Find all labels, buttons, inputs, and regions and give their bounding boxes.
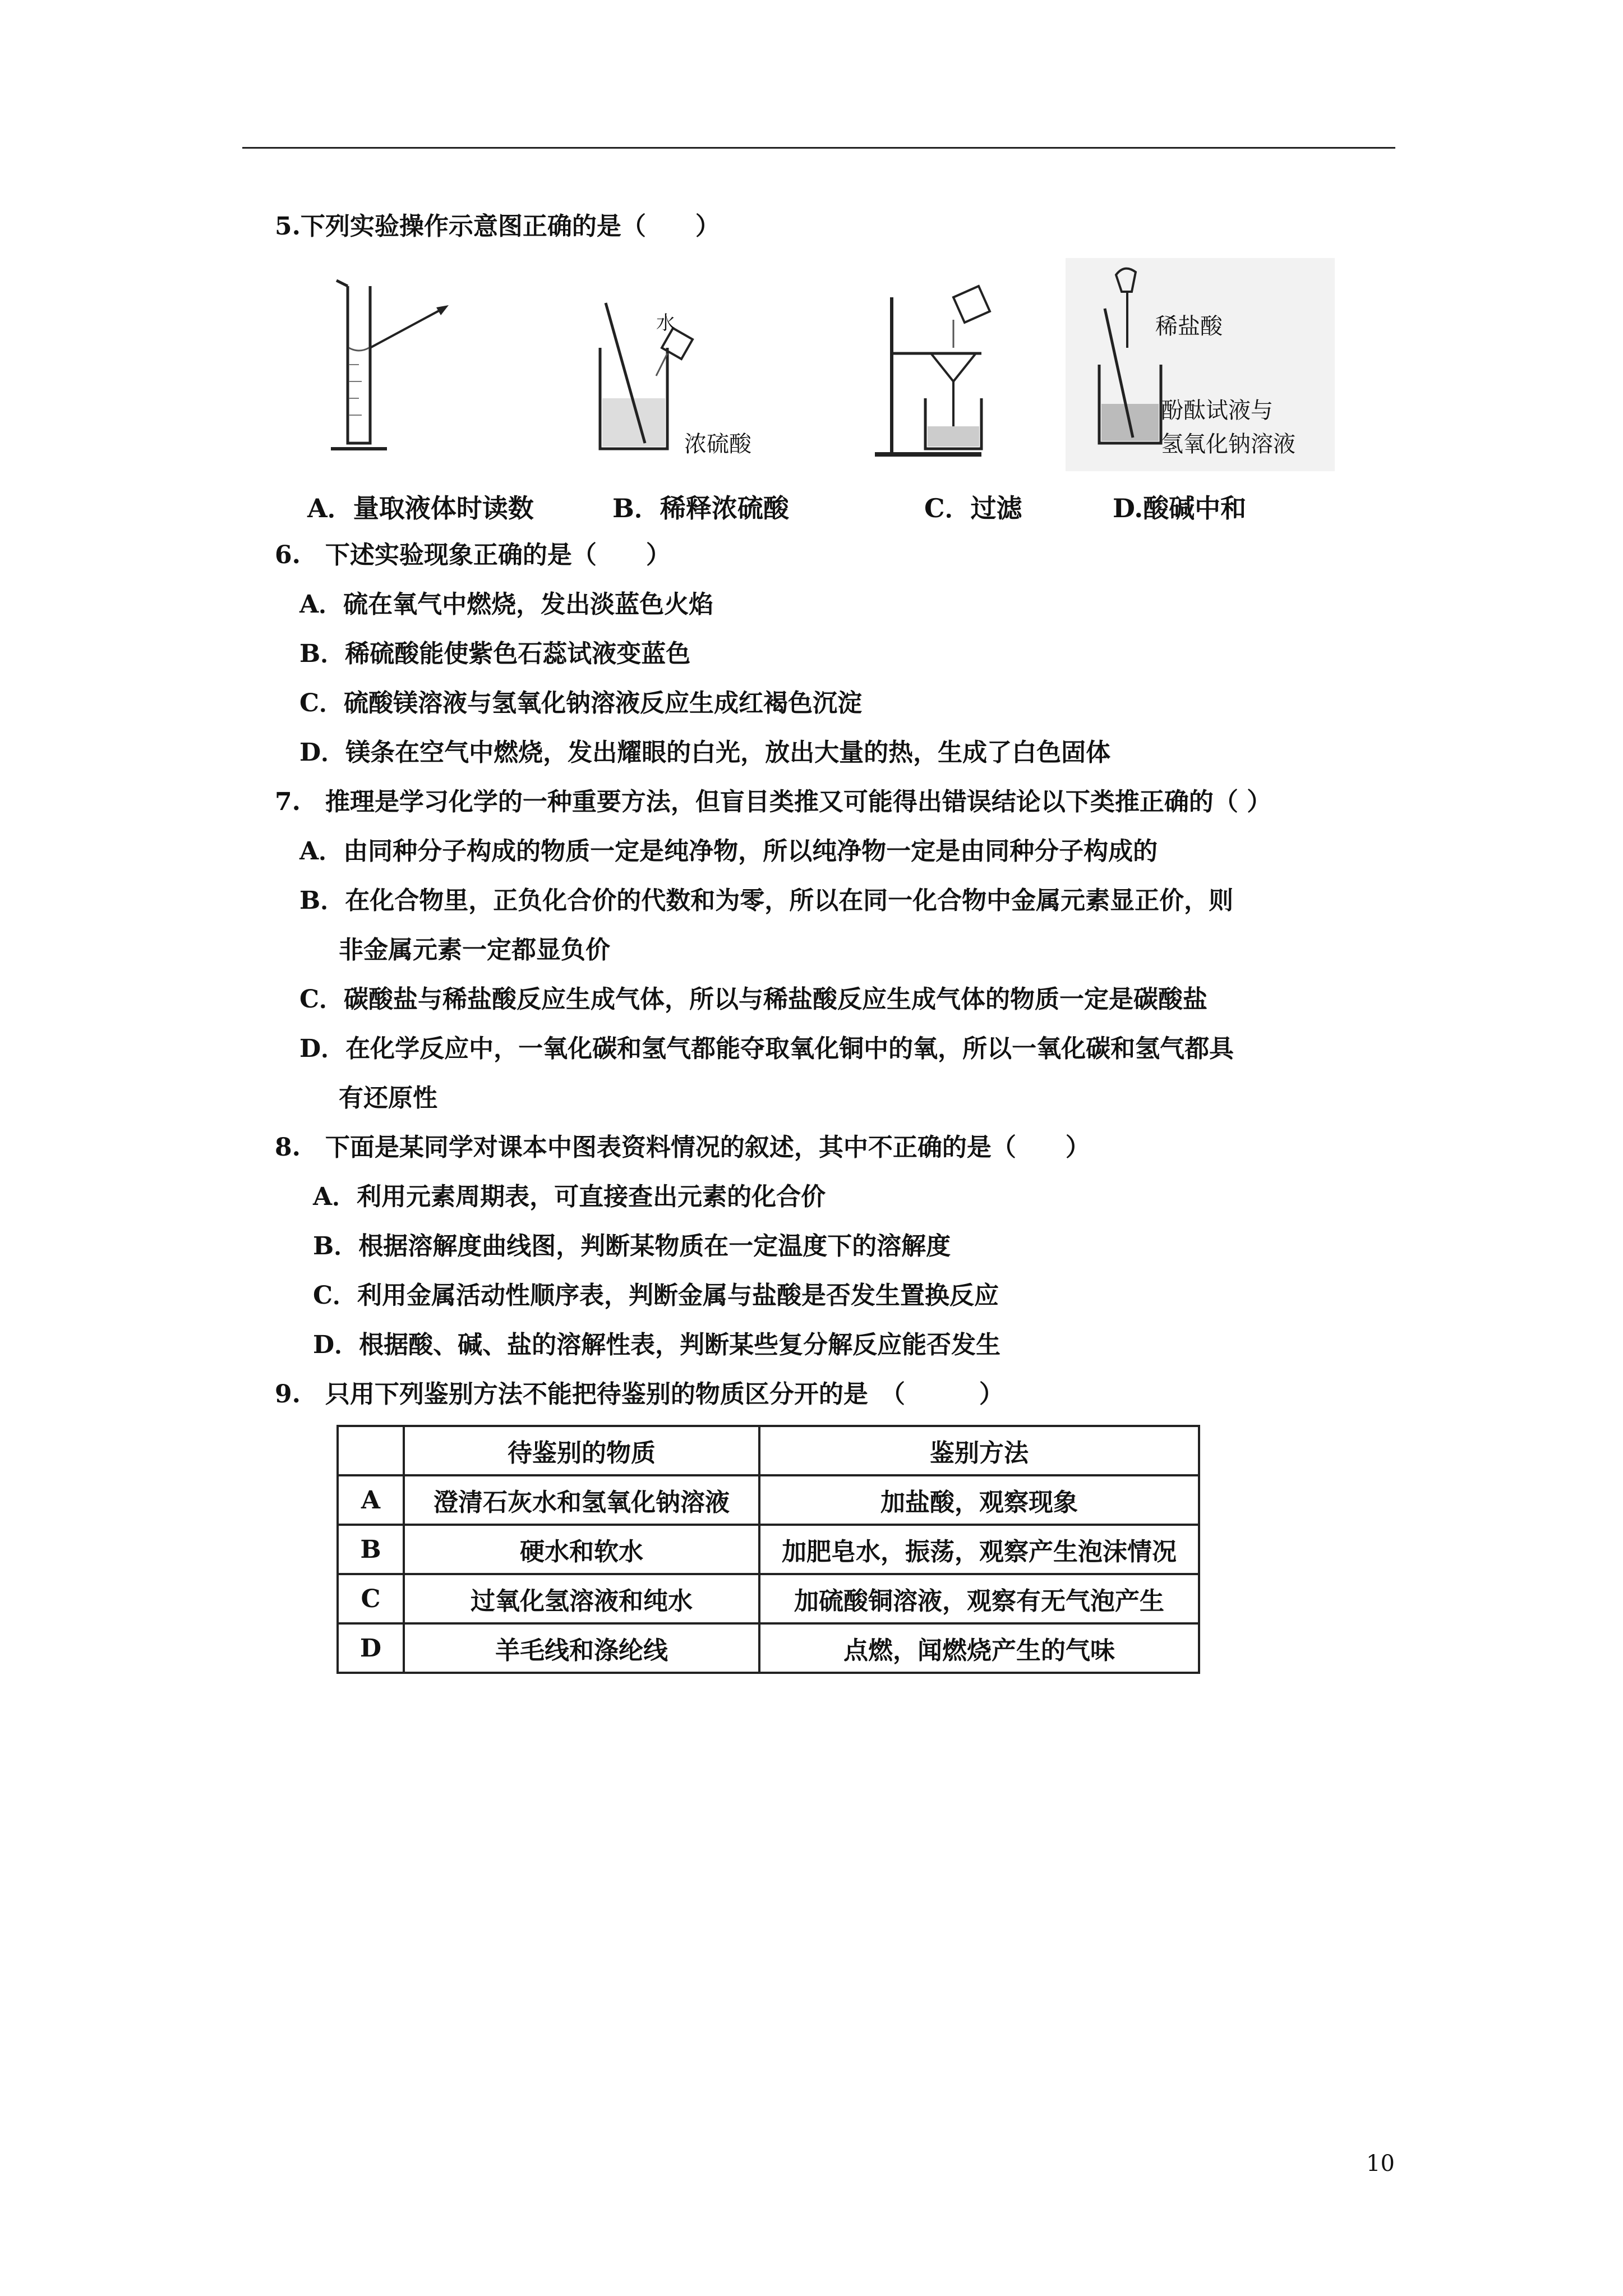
row-label: A — [338, 1475, 404, 1525]
q7-option-b: B．在化合物里，正负化合价的代数和为零，所以在同一化合物中金属元素显正价，则 — [299, 886, 1234, 915]
q5-stem: 5.下列实验操作示意图正确的是（ ） — [275, 212, 720, 241]
q6-option-b: B．稀硫酸能使紫色石蕊试液变蓝色 — [299, 639, 691, 668]
header-cell: 鉴别方法 — [759, 1426, 1199, 1475]
method-cell: 加盐酸，观察现象 — [759, 1475, 1199, 1525]
table-header-row — [338, 1426, 1199, 1475]
q7-option-d-cont: 有还原性 — [339, 1084, 437, 1112]
header-cell: 待鉴别的物质 — [404, 1426, 759, 1475]
figure-d-neutralization — [1066, 258, 1335, 471]
caption-c: C．过滤 — [924, 493, 1022, 523]
substances-cell: 羊毛线和涤纶线 — [404, 1623, 759, 1673]
header-rule — [242, 147, 1395, 149]
table-row — [338, 1574, 1199, 1623]
q7-option-d: D．在化学反应中，一氧化碳和氢气都能夺取氧化铜中的氧，所以一氧化碳和氢气都具 — [299, 1034, 1234, 1063]
caption-a: A．量取液体时读数 — [307, 493, 534, 523]
q8-option-a: A．利用元素周期表，可直接查出元素的化合价 — [313, 1182, 826, 1211]
header-cell — [338, 1426, 404, 1475]
substances-cell: 硬水和软水 — [404, 1525, 759, 1574]
q8-option-c: C．利用金属活动性顺序表，判断金属与盐酸是否发生置换反应 — [313, 1281, 999, 1310]
label-dilute-hcl: 稀盐酸 — [1155, 314, 1223, 339]
substances-cell: 过氧化氢溶液和纯水 — [404, 1574, 759, 1623]
q7-option-c: C．碳酸盐与稀盐酸反应生成气体，所以与稀盐酸反应生成气体的物质一定是碳酸盐 — [299, 985, 1208, 1014]
figure-c-filtration — [869, 264, 1026, 466]
label-phenolphthalein: 酚酞试液与 — [1161, 398, 1273, 424]
row-label: C — [338, 1574, 404, 1623]
method-cell: 加硫酸铜溶液，观察有无气泡产生 — [759, 1574, 1199, 1623]
row-label: B — [338, 1525, 404, 1574]
q6-option-c: C．硫酸镁溶液与氢氧化钠溶液反应生成红褐色沉淀 — [299, 689, 863, 717]
q7-option-a: A．由同种分子构成的物质一定是纯净物，所以纯净物一定是由同种分子构成的 — [299, 837, 1158, 866]
label-conc-acid: 浓硫酸 — [684, 431, 751, 457]
q8-option-d: D．根据酸、碱、盐的溶解性表，判断某些复分解反应能否发生 — [313, 1331, 1001, 1359]
q8-option-b: B．根据溶解度曲线图，判断某物质在一定温度下的溶解度 — [313, 1232, 951, 1260]
caption-b: B．稀释浓硫酸 — [612, 493, 789, 523]
q9-stem: 9. 只用下列鉴别方法不能把待鉴别的物质区分开的是 （ ） — [275, 1380, 1004, 1409]
row-label: D — [338, 1623, 404, 1673]
q6-stem: 6. 下述实验现象正确的是（ ） — [275, 541, 671, 569]
caption-d: D.酸碱中和 — [1113, 493, 1247, 523]
method-cell: 点燃，闻燃烧产生的气味 — [759, 1623, 1199, 1673]
method-cell: 加肥皂水，振荡，观察产生泡沫情况 — [759, 1525, 1199, 1574]
page-number: 10 — [1366, 2151, 1395, 2177]
q7-stem: 7. 推理是学习化学的一种重要方法，但盲目类推又可能得出错误结论以下类推正确的（ ） — [275, 788, 1272, 816]
identification-table — [336, 1425, 1200, 1674]
figure-a-measuring-cylinder — [314, 264, 460, 466]
q7-option-b-cont: 非金属元素一定都显负价 — [339, 936, 610, 964]
substances-cell: 澄清石灰水和氢氧化钠溶液 — [404, 1475, 759, 1525]
label-naoh-solution: 氢氧化钠溶液 — [1161, 431, 1295, 457]
table-row — [338, 1475, 1199, 1525]
q8-stem: 8. 下面是某同学对课本中图表资料情况的叙述，其中不正确的是（ ） — [275, 1133, 1090, 1162]
table-row — [338, 1623, 1199, 1673]
label-water: 水 — [656, 312, 675, 334]
q6-option-a: A．硫在氧气中燃烧，发出淡蓝色火焰 — [299, 590, 714, 619]
table-row — [338, 1525, 1199, 1574]
q6-option-d: D．镁条在空气中燃烧，发出耀眼的白光，放出大量的热，生成了白色固体 — [299, 738, 1111, 767]
